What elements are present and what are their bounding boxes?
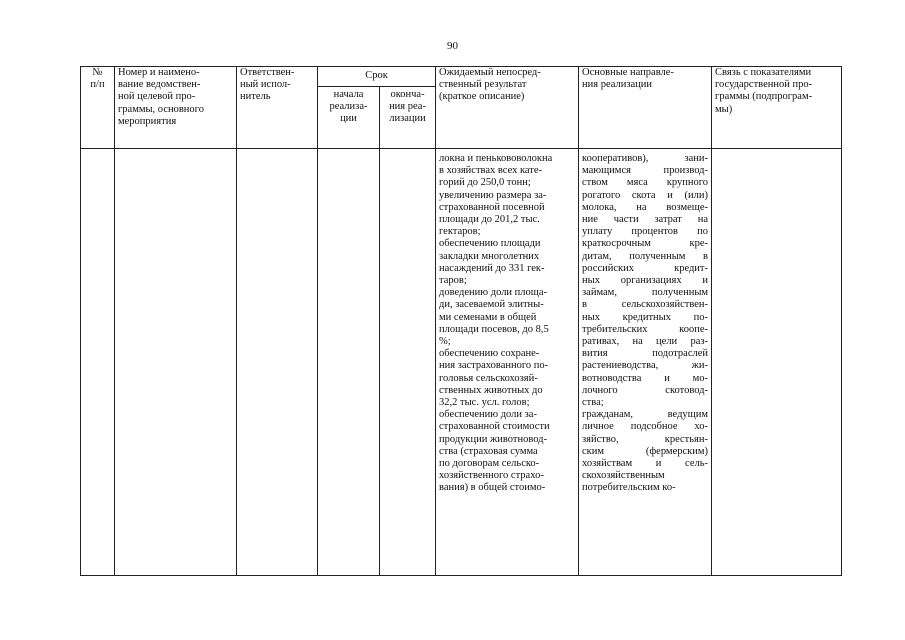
text-line: Ответствен- [240,67,295,78]
text-line: насаждений до 331 гек- [439,262,545,274]
text-line: %; [439,336,451,348]
text-line: скохозяйственным [582,470,665,482]
text-line: закладки многолетних [439,250,540,262]
text-line: обеспечению доли за- [439,409,537,421]
text-line: доведению доли площа- [439,287,548,299]
text-line: зяйство, крестьян- [582,433,709,445]
text-line: вотноводства и мо- [582,372,709,384]
text-line: ством мяса крупного [582,177,709,189]
cell-directions [579,149,712,576]
text-line: ный испол- [240,79,291,91]
text-line: хозяйственного страхо- [439,470,544,482]
text-line: п/п [90,79,105,91]
text-line: 32,2 тыс. усл. голов; [439,397,530,409]
text-line: в хозяйствах всех кате- [439,165,543,177]
text-line: ных организациях и [582,275,709,287]
text-line: хозяйствам и сель- [582,458,709,470]
text-line: № [92,67,103,78]
text-line: ния реа- [389,101,426,113]
cell-indicators-link [712,149,842,576]
text-line: в сельскохозяйствен- [582,299,709,311]
text-line: страхованной посевной [439,201,545,213]
text-line: потребительским ко- [582,482,676,494]
text-line: ственный результат [439,79,527,91]
header-num [81,67,115,149]
text-line: вания) в общей стоимо- [439,482,546,494]
text-line: ства; [582,397,604,409]
text-line: личное подсобное хо- [582,421,709,433]
text-line: гражданам, ведущим [582,409,709,421]
text-line: мы) [715,103,733,115]
text-line: рогатого скота и (или) [582,189,709,201]
page-number: 90 [447,40,458,52]
text-line: гектаров; [439,226,481,238]
text-line: ной целевой про- [118,91,196,103]
text-line: дитам, полученным в [582,250,709,262]
text-line: продукции животновод- [439,433,548,445]
cell-program-name [115,149,237,576]
text-line: ративах, на цели раз- [582,336,709,348]
text-line: ми семенами в общей [439,311,537,323]
text-line: лизации [389,113,426,125]
text-line: реализа- [329,101,368,113]
text-line: вития подотраслей [582,348,709,360]
text-line: Основные направле- [582,67,674,78]
text-line: головья сельскохозяй- [439,372,538,384]
text-line: краткосрочным кре- [582,238,709,250]
text-line: государственной про- [715,79,813,91]
text-line: вание ведомствен- [118,79,201,91]
text-line: ственных животных до [439,384,543,396]
cell-start [318,149,380,576]
header-srok: Срок [318,67,436,87]
text-line: российских кредит- [582,262,709,274]
text-line: (краткое описание) [439,91,525,103]
text-line: займам, полученным [582,287,709,299]
text-line: по договорам сельско- [439,458,540,470]
text-line: обеспечению сохране- [439,348,540,360]
text-line: увеличению размера за- [439,189,547,201]
cell-end [380,149,436,576]
text-line: ния застрахованного по- [439,360,549,372]
text-line: обеспечению площади [439,238,541,250]
cell-responsible [237,149,318,576]
text-line: ским (фермерским) [582,445,709,457]
header-start [318,87,380,149]
text-line: граммы, основного [118,103,204,115]
text-line: ства (страховая сумма [439,445,538,457]
text-line: лочного скотовод- [582,384,709,396]
text-line: нитель [240,91,271,103]
text-line: ди, засеваемой элитны- [439,299,544,311]
text-line: ния реализации [582,79,653,91]
text-line: локна и пенькововолокна [439,153,553,164]
text-line: ние части затрат на [582,214,709,226]
text-line: Ожидаемый непосред- [439,67,541,78]
header-end [380,87,436,149]
text-line: растениеводства, жи- [582,360,709,372]
cell-expected-result [436,149,579,576]
text-line: кооперативов), зани- [582,153,709,164]
text-line: молока, на возмеще- [582,201,709,213]
header-indicators-link [712,67,842,149]
text-line: мающимся производ- [582,165,709,177]
header-directions [579,67,712,149]
text-line: площади посевов, до 8,5 [439,323,549,335]
text-line: ции [340,113,357,125]
header-program-name [115,67,237,149]
text-line: мероприятия [118,115,177,127]
text-line: площади до 201,2 тыс. [439,214,540,226]
text-line: ных кредитных по- [582,311,709,323]
text-line: требительских коопе- [582,323,709,335]
text-line: страхованной стоимости [439,421,550,433]
text-line: граммы (подпрограм- [715,91,813,103]
text-line: Связь с показателями [715,67,812,78]
cell-num [81,149,115,576]
text-line: начала [333,89,364,100]
text-line: уплату процентов по [582,226,709,238]
text-line: горий до 250,0 тонн; [439,177,531,189]
program-table [80,66,842,576]
header-responsible [237,67,318,149]
header-expected-result [436,67,579,149]
text-line: Номер и наимено- [118,67,200,78]
text-line: таров; [439,275,467,287]
text-line: оконча- [390,89,425,100]
